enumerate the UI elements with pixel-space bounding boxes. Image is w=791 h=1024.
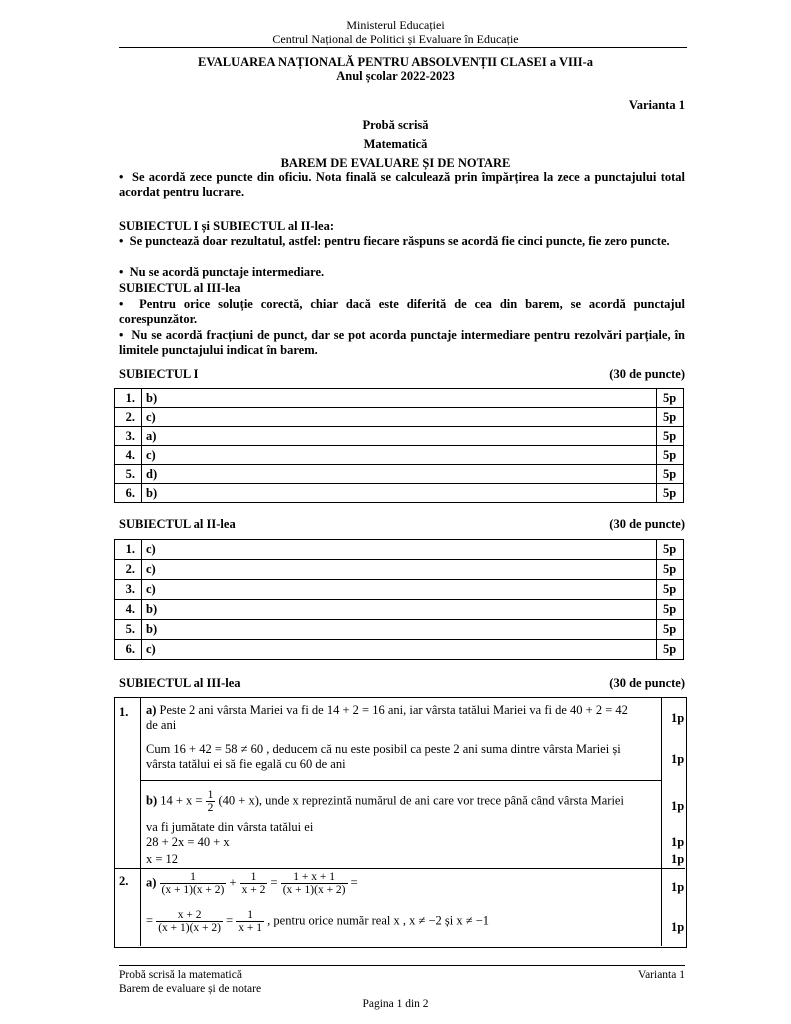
s3-bullet-1 xyxy=(119,297,685,326)
answer-cell: d) xyxy=(142,465,657,484)
equals-sign: = xyxy=(226,913,234,928)
table-row xyxy=(115,540,684,560)
answer-cell: b) xyxy=(142,620,657,640)
points-cell: 5p xyxy=(657,484,684,503)
equals-sign: = xyxy=(146,913,154,928)
fraction-denominator: 2 xyxy=(207,802,214,814)
question-number: 6. xyxy=(115,484,142,503)
s2-points: (30 de puncte) xyxy=(609,517,685,531)
question-number: 1. xyxy=(115,540,142,560)
s3-row-divider-2 xyxy=(114,868,685,869)
table-row xyxy=(115,427,684,446)
s3-q1b-label: b) xyxy=(146,793,158,808)
footer-variant: Varianta 1 xyxy=(638,969,685,981)
table-row xyxy=(115,465,684,484)
ministry-header xyxy=(0,18,791,46)
s3-title: SUBIECTUL al III-lea xyxy=(119,676,241,690)
s2-answer-table xyxy=(114,539,684,660)
s3-bullet-1-text: Pentru orice soluție corectă, chiar dacă este diferită de cea din barem, se acordă punctajul corespunzător. xyxy=(119,297,685,326)
table-row xyxy=(115,408,684,427)
s12-bullet-2 xyxy=(119,265,685,280)
fraction-numerator: 1 xyxy=(236,909,264,922)
question-number: 5. xyxy=(115,620,142,640)
table-row xyxy=(115,484,684,503)
s2-heading xyxy=(119,517,685,532)
s3-q1b-points-2: 1p xyxy=(671,835,685,849)
exam-title xyxy=(0,55,791,83)
bullet-dot: • xyxy=(119,265,130,279)
s3-q1a-line2: de ani xyxy=(146,718,177,732)
points-cell: 5p xyxy=(657,620,684,640)
s2-title: SUBIECTUL al II-lea xyxy=(119,517,236,531)
question-number: 1. xyxy=(115,389,142,408)
question-number: 6. xyxy=(115,640,142,660)
fraction-numerator: 1 xyxy=(207,789,214,801)
points-cell: 5p xyxy=(657,389,684,408)
table-row xyxy=(115,560,684,580)
s3-q2a-label: a) xyxy=(146,875,157,890)
intro-bullet-1 xyxy=(119,170,685,199)
fraction-numerator: 1 + x + 1 xyxy=(281,871,348,884)
s3-q2-number: 2. xyxy=(119,874,129,888)
s3-q1a2-points: 1p xyxy=(671,752,685,766)
s1-heading xyxy=(119,367,685,382)
question-number: 4. xyxy=(115,600,142,620)
equals-sign: = xyxy=(350,875,358,890)
s3-q2a-line1 xyxy=(146,871,358,896)
s3-q1b-fraction xyxy=(206,789,216,814)
s12-bullet-1 xyxy=(119,234,685,249)
s3-q2-fraction-5 xyxy=(236,909,264,934)
s3-bullet-2-text: Nu se acordă fracțiuni de punct, dar se pot acorda punctaje intermediare pentru rezolvări parțiale, în limitele punctajului indicat în barem. xyxy=(119,328,685,357)
table-row xyxy=(115,389,684,408)
question-number: 4. xyxy=(115,446,142,465)
s3-q1a2-text xyxy=(146,742,658,772)
fraction-denominator: (x + 1)(x + 2) xyxy=(158,922,221,934)
center-name: Centrul Național de Politici și Evaluare în Educație xyxy=(272,32,519,46)
s3-q2-fraction-3 xyxy=(281,871,348,896)
s3-q1b-points-1: 1p xyxy=(671,799,685,813)
s3-q1-number: 1. xyxy=(119,705,129,719)
points-cell: 5p xyxy=(657,465,684,484)
answer-cell: c) xyxy=(142,640,657,660)
points-cell: 5p xyxy=(657,600,684,620)
answer-cell: b) xyxy=(142,484,657,503)
s3-q1b-equation xyxy=(146,789,658,814)
fraction-numerator: 1 xyxy=(240,871,268,884)
s3-q1b-line2: va fi jumătate din vârsta tatălui ei xyxy=(146,820,314,834)
s3-col-divider-2 xyxy=(661,697,662,946)
exam-title-line1: EVALUAREA NAȚIONALĂ PENTRU ABSOLVENȚII CLASEI a VIII-a xyxy=(197,55,593,69)
subject-label: Matematică xyxy=(363,137,428,151)
s3-q1a2-line1: Cum 16 + 42 = 58 ≠ 60 , deducem că nu este posibil ca peste 2 ani suma dintre vârsta Mariei și xyxy=(146,742,621,756)
intro-bullet-1-text: Se acordă zece puncte din oficiu. Nota finală se calculează prin împărțirea la zece a punctajului total acordat pentru lucrare. xyxy=(119,170,685,199)
proba-label: Probă scrisă xyxy=(362,118,429,132)
s3-heading: SUBIECTUL al III-lea xyxy=(119,281,241,295)
points-cell: 5p xyxy=(657,408,684,427)
points-cell: 5p xyxy=(657,427,684,446)
points-cell: 5p xyxy=(657,640,684,660)
s3-q1a-line1: Peste 2 ani vârsta Mariei va fi de 14 + 2 = 16 ani, iar vârsta tatălui Mariei va fi de 40 + 2 = 42 xyxy=(159,703,628,717)
question-number: 2. xyxy=(115,560,142,580)
answer-cell: a) xyxy=(142,427,657,446)
s3-q1b-explanation: , unde x reprezintă numărul de ani care vor trece până când vârsta Mariei xyxy=(258,793,624,808)
s3-q1b-points-3: 1p xyxy=(671,852,685,866)
answer-cell: c) xyxy=(142,540,657,560)
points-cell: 5p xyxy=(657,540,684,560)
s1-title: SUBIECTUL I xyxy=(119,367,199,381)
bullet-dot: • xyxy=(119,328,132,342)
ministry-name: Ministerul Educației xyxy=(346,18,445,32)
variant-label: Varianta 1 xyxy=(628,98,685,112)
fraction-numerator: 1 xyxy=(160,871,227,884)
s3-section-heading xyxy=(119,676,685,691)
barem-label: BAREM DE EVALUARE ȘI DE NOTARE xyxy=(280,156,511,170)
s12-bullet-1-text: Se punctează doar rezultatul, astfel: pentru fiecare răspuns se acordă fie cinci puncte, fie zero puncte. xyxy=(129,234,670,248)
s3-q2-fraction-4 xyxy=(156,909,223,934)
bullet-dot: • xyxy=(119,234,130,248)
question-number: 3. xyxy=(115,427,142,446)
s3-q1b-rhs: (40 + x) xyxy=(218,793,259,808)
table-row xyxy=(115,620,684,640)
page-number: Pagina 1 din 2 xyxy=(362,998,429,1010)
bullet-dot: • xyxy=(119,297,140,311)
answer-cell: c) xyxy=(142,580,657,600)
s3-q1b-eq3: x = 12 xyxy=(146,852,179,866)
s3-q2-fraction-1 xyxy=(160,871,227,896)
points-cell: 5p xyxy=(657,560,684,580)
footer-divider xyxy=(119,965,685,966)
question-number: 5. xyxy=(115,465,142,484)
s3-q2a-points-2: 1p xyxy=(671,920,685,934)
s3-q1a-label: a) xyxy=(146,703,157,717)
fraction-denominator: x + 1 xyxy=(238,922,263,934)
s3-bullet-2 xyxy=(119,328,685,357)
question-number: 3. xyxy=(115,580,142,600)
answer-cell: b) xyxy=(142,389,657,408)
table-row xyxy=(115,640,684,660)
answer-cell: c) xyxy=(142,408,657,427)
s1-points: (30 de puncte) xyxy=(609,367,685,381)
fraction-numerator: x + 2 xyxy=(156,909,223,922)
footer-left xyxy=(119,968,261,996)
fraction-denominator: x + 2 xyxy=(241,884,266,896)
table-row xyxy=(115,446,684,465)
s3-q2-fraction-2 xyxy=(240,871,268,896)
fraction-denominator: (x + 1)(x + 2) xyxy=(161,884,225,896)
s3-q2a-line2 xyxy=(146,909,489,934)
plus-sign: + xyxy=(229,875,237,890)
table-row xyxy=(115,580,684,600)
answer-cell: b) xyxy=(142,600,657,620)
exam-title-line2: Anul școlar 2022-2023 xyxy=(336,69,455,83)
points-cell: 5p xyxy=(657,446,684,465)
s3-q1a2-line2: vârsta tatălui ei să fie egală cu 60 de ani xyxy=(146,757,346,771)
s3-q1b-lhs: 14 + x = xyxy=(160,793,203,808)
s3-q2-condition: , pentru orice număr real x , x ≠ −2 și x ≠ −1 xyxy=(267,913,490,928)
document-heading xyxy=(0,116,791,173)
s3-q1a-text xyxy=(146,703,658,733)
header-divider xyxy=(119,47,687,48)
footer-exam-name: Probă scrisă la matematică xyxy=(119,969,242,981)
table-row xyxy=(115,600,684,620)
equals-sign: = xyxy=(270,875,278,890)
s3-q1b-eq2: 28 + 2x = 40 + x xyxy=(146,835,230,849)
s3-row-divider-1a xyxy=(140,780,661,781)
s3-q2a-points-1: 1p xyxy=(671,880,685,894)
answer-cell: c) xyxy=(142,560,657,580)
fraction-denominator: (x + 1)(x + 2) xyxy=(282,884,346,896)
bullet-dot: • xyxy=(119,170,132,184)
s3-points: (30 de puncte) xyxy=(609,676,685,690)
s12-heading: SUBIECTUL I și SUBIECTUL al II-lea: xyxy=(119,219,334,233)
s3-col-divider-1 xyxy=(140,697,141,946)
s12-bullet-2-text: Nu se acordă punctaje intermediare. xyxy=(129,265,325,279)
question-number: 2. xyxy=(115,408,142,427)
footer-doc-name: Barem de evaluare și de notare xyxy=(119,983,262,995)
s1-answer-table xyxy=(114,388,684,503)
answer-cell: c) xyxy=(142,446,657,465)
points-cell: 5p xyxy=(657,580,684,600)
s3-q1a-points: 1p xyxy=(671,711,685,725)
